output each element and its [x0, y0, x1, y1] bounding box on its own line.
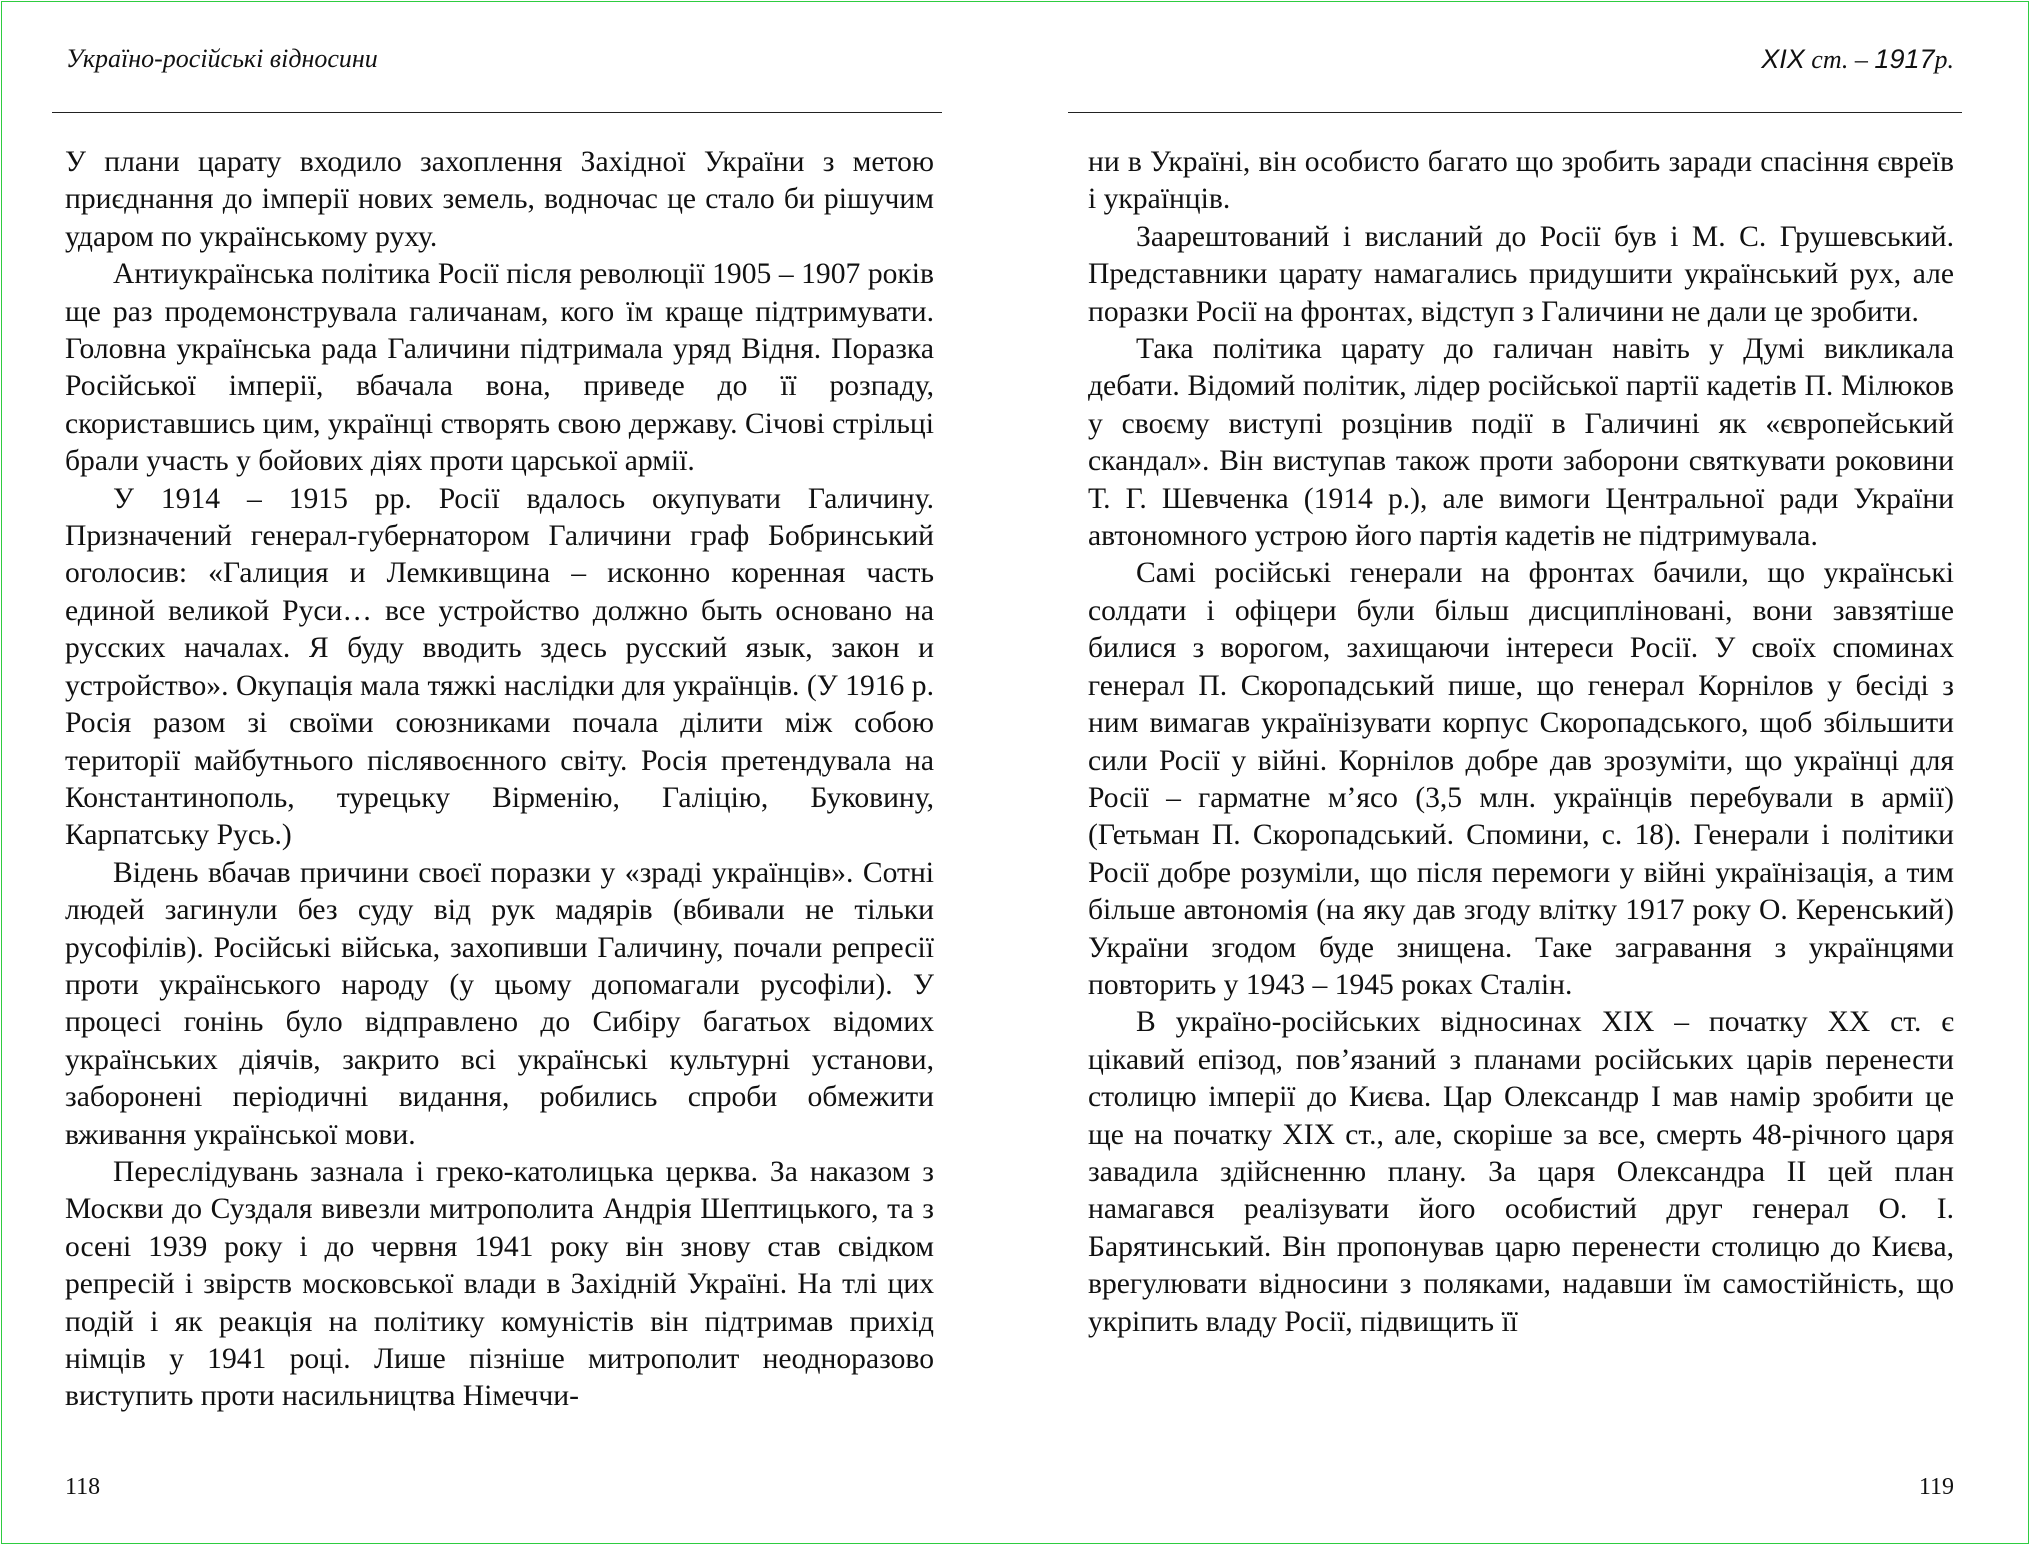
right-page [1072, 0, 1954, 1547]
running-head-century: XIX [1761, 44, 1805, 74]
paragraph: Відень вбачав причини своєї поразки у «зраді українців». Сотні людей загинули без суду від рук мадярів (вбивали не тільки русофілів). Російські війська, захопивши Галичину, почали репресії проти українського народу (у цьому допомагали русофіли). У процесі гонінь було відправлено до Сибіру багатьох відомих українських діячів, закрито всі українські культурні установи, заборонені періодичні видання, робились спроби обмежити вживання української мови. [65, 856, 934, 1151]
paragraph: У 1914 – 1915 рр. Росії вдалось окупувати Галичину. Призначений генерал-губернатором Галичини граф Бобринський оголосив: «Галиция и Лемкивщина – исконно коренная часть единой великой Руси… все устройство должно быть основано на русских началах. Я буду вводить здесь русский язык, закон и устройство». Окупація мала тяжкі наслідки для українців. (У 1916 р. Росія разом зі своїми союзниками почала ділити між собою території майбутнього післявоєнного світу. Росія претендувала на Константинополь, турецьку Вірменію, Галіцію, Буковину, Карпатську Русь.) [65, 482, 934, 852]
paragraph-continuation: ни в Україні, він особисто багато що зробить заради спасіння євреїв і українців. [1088, 146, 1954, 216]
left-page-body [65, 144, 934, 1416]
left-page [52, 0, 942, 1547]
running-head-right [1072, 44, 1954, 84]
paragraph: Заарештований і висланий до Росії був і М. С. Грушевський. Представники царату намагались придушити український рух, але поразки Росії на фронтах, відступ з Галичини не дали це зробити. [1088, 220, 1954, 328]
running-head-year: 1917 [1874, 44, 1935, 74]
paragraph: Самі російські генерали на фронтах бачили, що українські солдати і офіцери були більш дисципліновані, вони завзятіше билися з ворогом, захищаючи інтереси Росії. У своїх споминах генерал П. Скоропадський пише, що генерал Корнілов у бесіді з ним вимагав українізувати корпус Скоропадського, щоб збільшити сили Росії у війні. Корнілов добре дав зрозуміти, що українці для Росії – гарматне м’ясо (3,5 млн. українців перебували в армії) (Гетьман П. Скоропадський. Спомини, с. 18). Генерали і політики Росії добре розуміли, що після перемоги у війні українізація, а тим більше автономія (на яку дав згоду влітку 1917 року О. Керенський) України згодом буде знищена. Таке загравання з українцями повторить у 1943 – 1945 роках Сталін. [1088, 557, 1954, 1001]
page-number-right: 119 [1918, 1474, 1954, 1500]
page-number-left: 118 [65, 1474, 101, 1500]
paragraph: Переслідувань зазнала і греко-католицька церква. За наказом з Москви до Суздаля вивезли митрополита Андрія Шептицького, та з осені 1939 року і до червня 1941 року він знову став свідком репресій і звірств московської влади в Західній Україні. На тлі цих подій і як реакція на політику комуністів він підтримав прихід німців у 1941 році. Лише пізніше митрополит неодноразово виступить проти насильництва Німеччи- [65, 1155, 934, 1413]
paragraph: Така політика царату до галичан навіть у Думі викликала дебати. Відомий політик, лідер російської партії кадетів П. Мілюков у своєму виступі розцінив події в Галичині як «європейський скандал». Він виступав також проти заборони святкувати роковини Т. Г. Шевченка (1914 р.), але вимоги Центральної ради України автономного устрою його партія кадетів не підтримувала. [1088, 333, 1954, 553]
paragraph: В україно-російських відносинах XIX – початку XX ст. є цікавий епізод, пов’язаний з планами російських царів перенести столицю імперії до Києва. Цар Олександр І мав намір зробити це ще на початку XIX ст., але, скоріше за все, смерть 48-річного царя завадила здійсненню плану. За царя Олександра II цей план намагався реалізувати його особистий друг генерал О. І. Барятинський. Він пропонував царю перенести столицю до Києва, врегулювати відносини з поляками, надавши їм самостійність, що укріпить владу Росії, підвищить її [1088, 1006, 1954, 1338]
running-head-r: р. [1934, 45, 1954, 74]
header-rule-left [52, 112, 942, 113]
running-head-left: Україно-російські відносини [66, 44, 378, 73]
header-rule-right [1068, 112, 1962, 113]
paragraph: У плани царату входило захоплення Західної України з метою приєднання до імперії нових земель, водночас це стало би рішучим ударом по українському руху. [65, 146, 934, 253]
paragraph: Антиукраїнська політика Росії після революції 1905 – 1907 років ще раз продемонструвала галичанам, кого їм краще підтримувати. Головна українська рада Галичини підтримала уряд Відня. Поразка Російської імперії, вбачала вона, приведе до її розпаду, скориставшись цим, українці створять свою державу. Січові стрільці брали участь у бойових діях проти царської армії. [65, 258, 934, 478]
right-page-body [1088, 144, 1954, 1341]
running-head-st: ст. – [1804, 45, 1875, 74]
